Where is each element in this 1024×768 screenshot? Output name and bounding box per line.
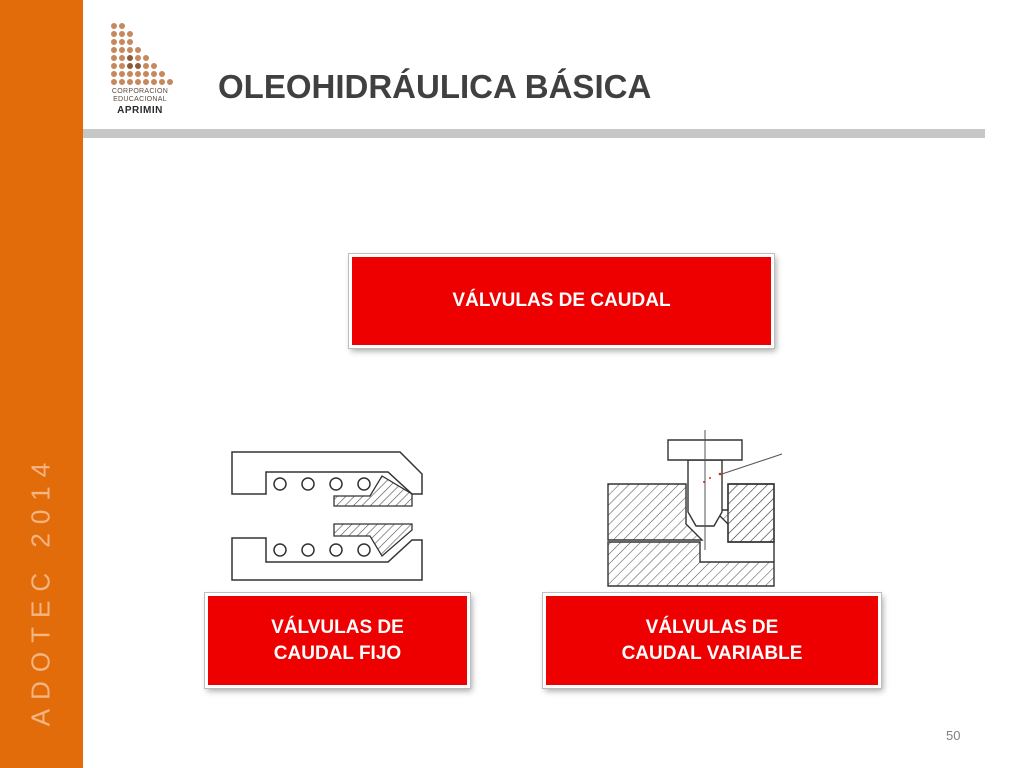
logo-text-educacional: EDUCACIONAL: [113, 96, 167, 103]
sidebar: [0, 0, 83, 768]
fixed-flow-valve-drawing: [226, 446, 428, 586]
aprimin-logo: [104, 22, 176, 120]
slide-title: OLEOHIDRÁULICA BÁSICA: [218, 68, 652, 105]
box-variable-line1: VÁLVULAS DE: [645, 616, 779, 638]
box-fixed-line1: VÁLVULAS DE: [271, 616, 404, 638]
sidebar-vertical-text: ADOTEC 2014: [25, 453, 56, 727]
variable-flow-valve-drawing: [604, 430, 804, 590]
logo-dot-triangle-icon: [104, 22, 176, 88]
logo-text-corporacion: CORPORACION: [111, 88, 169, 95]
box-valvulas-caudal-fijo: [205, 593, 470, 688]
logo-text-aprimin: APRIMIN: [117, 105, 163, 116]
box-valvulas-de-caudal: [349, 254, 774, 348]
title-divider: [83, 129, 985, 138]
box-valvulas-caudal-variable: [543, 593, 881, 688]
box-variable-line2: CAUDAL VARIABLE: [621, 642, 803, 664]
box-fixed-line2: CAUDAL FIJO: [273, 642, 402, 664]
page-number: 50: [946, 728, 961, 743]
box-main-label: VÁLVULAS DE CAUDAL: [452, 290, 671, 311]
